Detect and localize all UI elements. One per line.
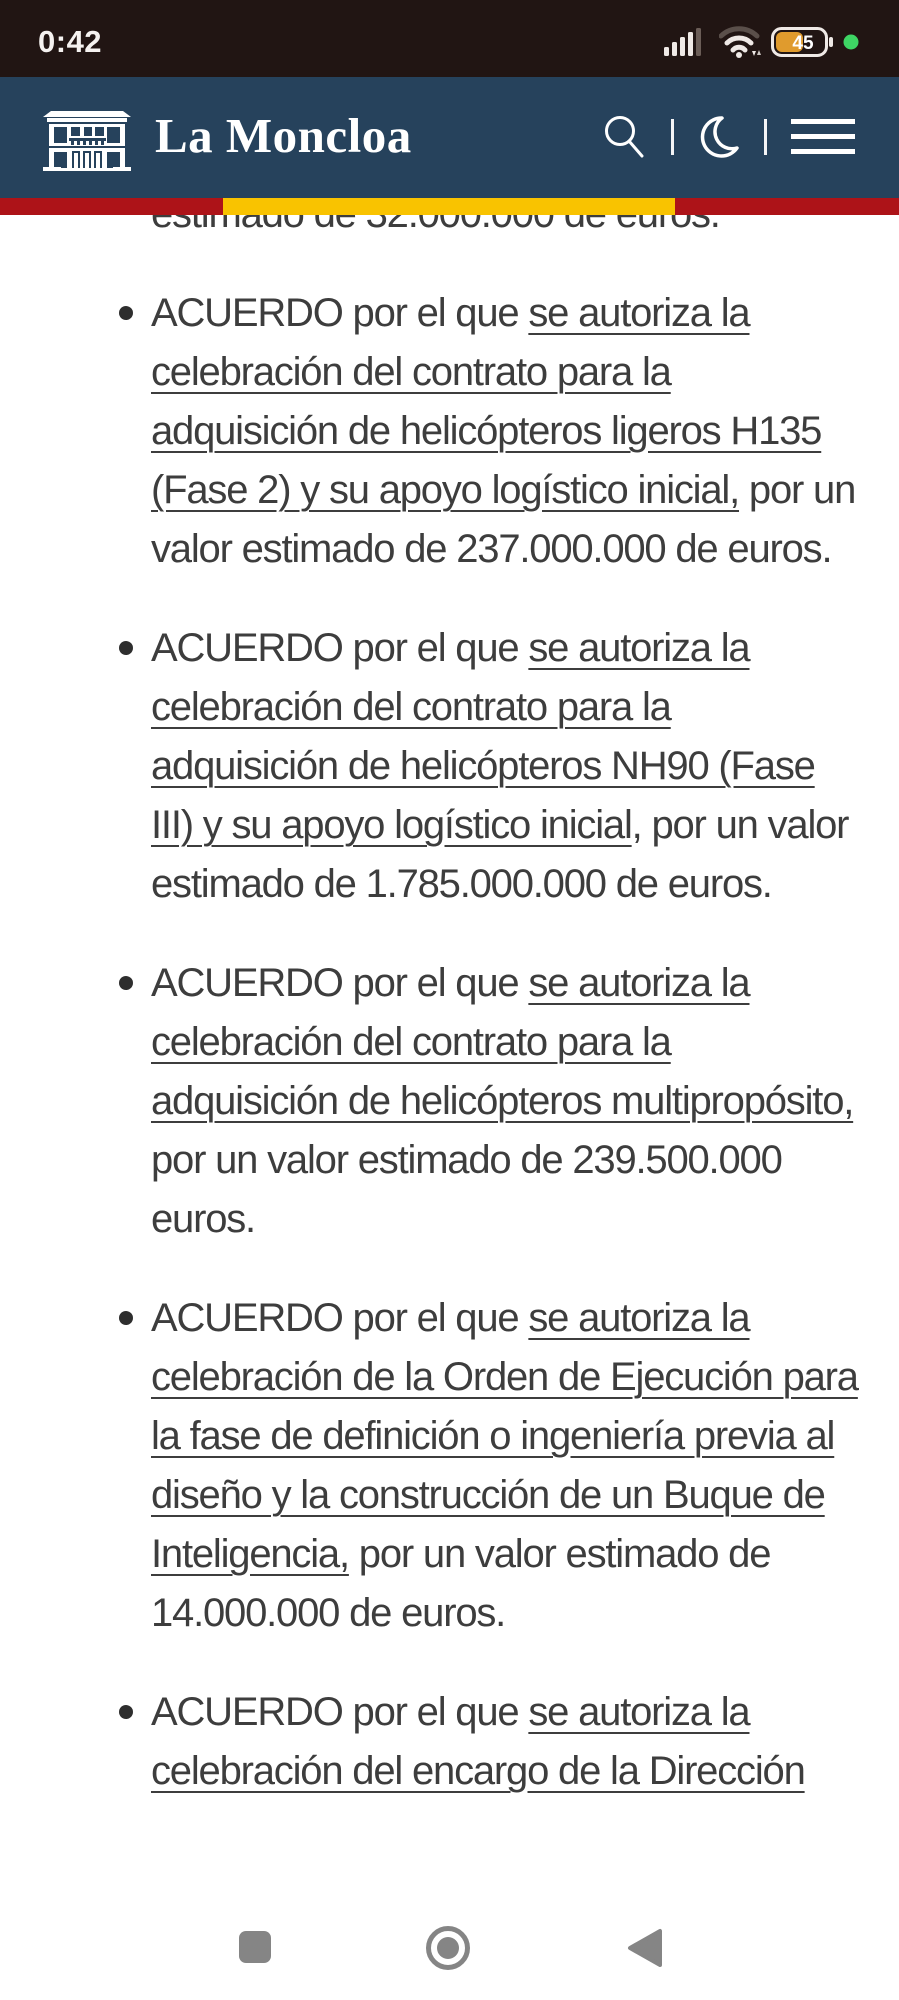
back-triangle-icon[interactable] xyxy=(627,1928,663,1968)
list-item xyxy=(118,619,865,914)
agreement-prefix: ACUERDO por el que xyxy=(151,291,529,335)
agreement-link[interactable]: se autoriza la celebración del contrato para la adquisición de helicópteros ligeros H135 (Fase 2) y su apoyo logístico inicial, xyxy=(151,291,822,512)
header-divider xyxy=(764,119,767,155)
agreement-prefix: ACUERDO por el que xyxy=(151,1296,529,1340)
brand[interactable] xyxy=(43,101,412,171)
list-item xyxy=(118,1289,865,1643)
home-circle-icon[interactable] xyxy=(425,1925,471,1971)
flag-progress-stripe xyxy=(0,198,899,215)
list-item xyxy=(118,284,865,579)
brand-name: La Moncloa xyxy=(155,108,412,163)
stripe-yellow xyxy=(223,198,675,215)
agreement-prefix: ACUERDO por el que xyxy=(151,1690,529,1734)
list-item xyxy=(118,1683,865,1801)
agreement-link[interactable]: se autoriza la celebración del contrato para la adquisición de helicópteros NH90 (Fase III) y su apoyo logístico inicial xyxy=(151,626,815,847)
header-divider xyxy=(671,119,674,155)
dark-mode-moon-icon[interactable] xyxy=(698,115,740,159)
signal-icon xyxy=(664,28,709,56)
agreement-suffix: por un valor estimado de 237.000.000 de euros. xyxy=(151,468,856,571)
agreement-link[interactable]: se autoriza la celebración del encargo de la Dirección xyxy=(151,1690,805,1793)
list-item xyxy=(118,954,865,1249)
stripe-red-left xyxy=(0,198,223,215)
status-bar xyxy=(0,0,899,77)
recents-square-icon[interactable] xyxy=(238,1930,272,1964)
agreements-list xyxy=(118,284,865,1801)
agreement-link[interactable]: se autoriza la celebración del contrato para la adquisición de helicópteros multipropósito, xyxy=(151,961,854,1123)
wifi-icon xyxy=(719,26,761,58)
battery-icon xyxy=(771,27,833,57)
agreement-prefix: ACUERDO por el que xyxy=(151,626,529,670)
clock: 0:42 xyxy=(38,24,103,59)
agreement-suffix: por un valor estimado de 14.000.000 de euros. xyxy=(151,1532,771,1635)
battery-percent-text: 45 xyxy=(792,33,814,54)
agreement-prefix: ACUERDO por el que xyxy=(151,961,529,1005)
stripe-red-right xyxy=(675,198,899,215)
recording-dot xyxy=(843,34,859,50)
search-icon[interactable] xyxy=(601,113,647,161)
android-navigation-bar xyxy=(0,1900,899,2000)
hamburger-menu-icon[interactable] xyxy=(791,117,855,157)
site-header xyxy=(0,77,899,198)
agreement-link[interactable]: se autoriza la celebración de la Orden de Ejecución para la fase de definición o ingeniería previa al diseño y la construcción de un Buque de Inteligencia, xyxy=(151,1296,858,1576)
agreement-suffix: por un valor estimado de 239.500.000 euros. xyxy=(151,1138,782,1241)
moncloa-palace-logo-icon xyxy=(43,101,131,171)
agreement-suffix: , por un valor estimado de 1.785.000.000 de euros. xyxy=(151,803,849,906)
